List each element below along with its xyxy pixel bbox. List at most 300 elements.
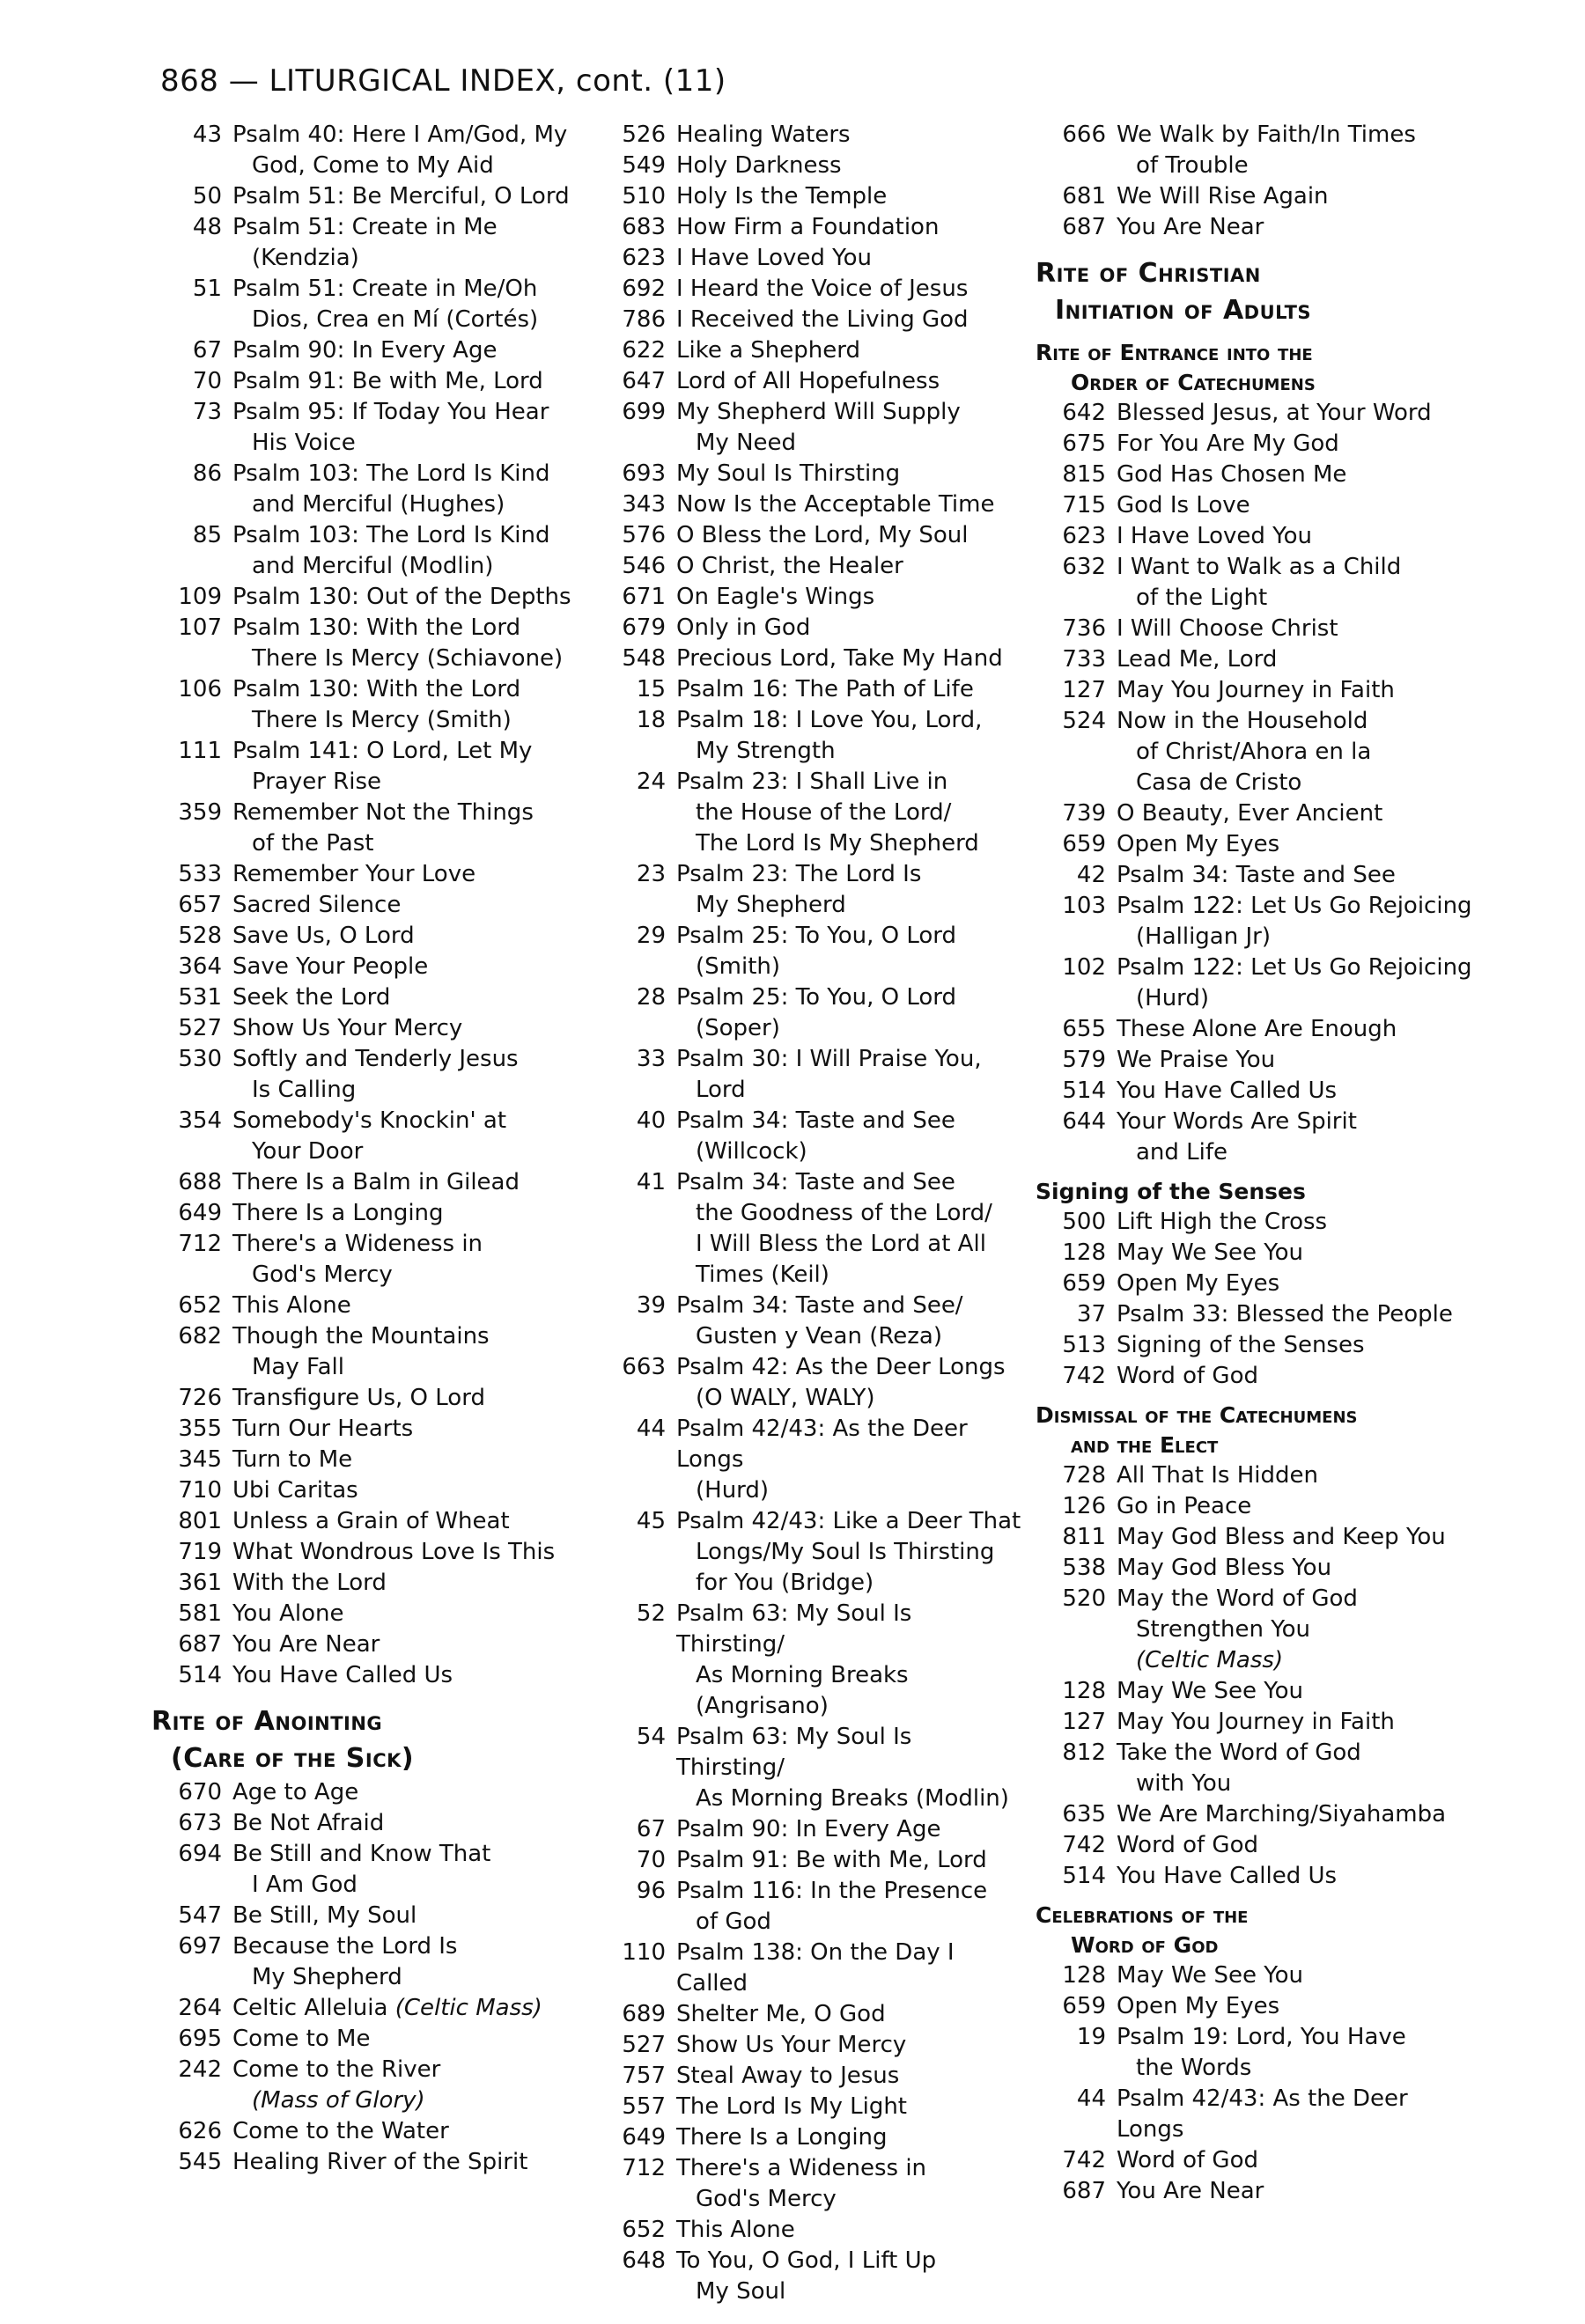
entry-title-text: His Voice [252, 430, 356, 456]
entry-title-line [676, 2276, 1027, 2307]
entry-title-line [1117, 1769, 1476, 1799]
entry-title-line [232, 1962, 592, 1993]
index-column-1 [151, 120, 592, 2178]
entry-title-line [1117, 429, 1476, 460]
entry-title [232, 1901, 592, 1931]
index-entry [151, 120, 592, 181]
entry-title [1117, 398, 1476, 429]
entry-title-text: Your Words Are Spirit [1117, 1108, 1357, 1135]
entry-title-text: There's a Wideness in [232, 1231, 483, 1257]
index-entry [151, 212, 592, 274]
entry-title-text: You Have Called Us [1117, 1863, 1338, 1889]
entry-title-text: God's Mercy [252, 1261, 393, 1288]
entry-title-line [232, 1993, 592, 2024]
entry-title-text: Psalm 90: In Every Age [676, 1816, 941, 1842]
entry-title-text: May You Journey in Faith [1117, 1709, 1395, 1735]
entry-number: 128 [1062, 1239, 1106, 1266]
index-entry [595, 335, 1027, 366]
entry-number: 742 [1062, 2147, 1106, 2173]
entry-title-text: (Halligan Jr) [1136, 923, 1271, 950]
entry-title-line [676, 551, 1027, 582]
entry-title-line [676, 520, 1027, 551]
entry-title-text: Prayer Rise [252, 769, 382, 795]
entry-title-text: Psalm 63: My Soul Is Thirsting/ [676, 1724, 912, 1781]
entry-number: 652 [178, 1292, 222, 1319]
entry-title [232, 1013, 592, 1044]
entry-title-text: Times (Keil) [696, 1261, 829, 1288]
entry-title-line [1117, 675, 1476, 706]
entry-title-line [232, 952, 592, 982]
entry-title-line [232, 551, 592, 582]
entry-title-line [676, 1876, 1027, 1907]
index-entry [595, 2215, 1027, 2246]
entry-title-line [676, 613, 1027, 644]
entry-title [1117, 120, 1476, 181]
entry-title [1117, 1991, 1476, 2022]
entry-title-line [232, 982, 592, 1013]
subsection-heading [1036, 1901, 1476, 1960]
entry-title [676, 2122, 1027, 2153]
entry-title-line [1117, 490, 1476, 521]
entry-title-text: Psalm 34: Taste and See/ [676, 1292, 963, 1319]
entry-title-line [1117, 151, 1476, 181]
entry-title-line [232, 1383, 592, 1414]
entry-title [232, 459, 592, 520]
entry-title-text: Lord [696, 1077, 746, 1103]
entry-title-line [1117, 1107, 1476, 1137]
entry-title-text: Psalm 40: Here I Am/God, My [232, 121, 568, 148]
index-column-2 [595, 120, 1027, 2307]
entry-title-text: Now Is the Acceptable Time [676, 491, 995, 518]
entry-title-text: Word of God [1117, 2147, 1258, 2173]
entry-number: 102 [1062, 954, 1106, 981]
entry-title-text: Be Still, My Soul [232, 1902, 417, 1929]
index-entry [595, 181, 1027, 212]
entry-title-line [676, 243, 1027, 274]
entry-title [232, 1839, 592, 1901]
entry-title-line [676, 2061, 1027, 2092]
entry-number: 546 [622, 553, 666, 579]
entry-title-line [676, 705, 1027, 736]
entry-title-line [232, 428, 592, 459]
entry-title-line [676, 2092, 1027, 2122]
index-entry [1036, 1991, 1476, 2022]
index-entry [1036, 212, 1476, 243]
index-entry [595, 1291, 1027, 1352]
entry-title-text: Open My Eyes [1117, 1270, 1280, 1297]
entry-title-line [676, 1291, 1027, 1321]
entry-number: 719 [178, 1539, 222, 1565]
entry-title-text: My Shepherd Will Supply [676, 399, 961, 425]
entry-title-line [676, 736, 1027, 767]
entry-title [676, 520, 1027, 551]
entry-title-text: Age to Age [232, 1779, 359, 1806]
entry-title-line [676, 1383, 1027, 1414]
entry-title [676, 1506, 1027, 1599]
entry-title-text: Psalm 42: As the Deer Longs [676, 1354, 1006, 1380]
entry-title-text: Psalm 42/43: As the Deer Longs [676, 1416, 968, 1473]
entry-title [232, 1167, 592, 1198]
entry-title-line [676, 305, 1027, 335]
index-entry [595, 1167, 1027, 1291]
entry-number: 695 [178, 2026, 222, 2052]
entry-title [1117, 1238, 1476, 1269]
index-entry [595, 2030, 1027, 2061]
entry-title-text: Your Door [252, 1138, 364, 1165]
entry-title [232, 674, 592, 736]
heading-line: Celebrations of the [1036, 1902, 1249, 1928]
index-entry [1036, 1361, 1476, 1392]
heading-line: Rite of Christian [1036, 258, 1261, 289]
entry-number: 103 [1062, 893, 1106, 919]
entry-title [676, 613, 1027, 644]
entry-title [676, 582, 1027, 613]
index-entry [151, 952, 592, 982]
index-entry [1036, 460, 1476, 490]
entry-title-text: May We See You [1117, 1678, 1304, 1704]
entry-title-text: Be Still and Know That [232, 1841, 491, 1867]
entry-title-text: Healing Waters [676, 121, 851, 148]
entry-number: 692 [622, 276, 666, 302]
entry-title-text: (Smith) [696, 953, 781, 980]
entry-title-text: Psalm 23: I Shall Live in [676, 769, 948, 795]
entry-title-text: May God Bless You [1117, 1555, 1332, 1581]
entry-title-line [1117, 2145, 1476, 2176]
entry-number: 659 [1062, 1270, 1106, 1297]
entry-title [676, 305, 1027, 335]
entry-number: 44 [636, 1416, 666, 1442]
entry-title-text: of the Past [252, 830, 374, 857]
index-entry [1036, 644, 1476, 675]
entry-title-line [1117, 1137, 1476, 1168]
entry-number: 44 [1076, 2085, 1106, 2112]
entry-title-text: Longs/My Soul Is Thirsting [696, 1539, 995, 1565]
entry-number: 538 [1062, 1555, 1106, 1581]
entry-title [1117, 860, 1476, 891]
index-entry [1036, 2084, 1476, 2145]
entry-title-line [232, 151, 592, 181]
entry-title-text: Show Us Your Mercy [676, 2032, 907, 2058]
index-entry [151, 1106, 592, 1167]
index-entry [595, 1814, 1027, 1845]
index-entry [151, 1839, 592, 1901]
entry-title [232, 397, 592, 459]
entry-number: 649 [622, 2124, 666, 2151]
entry-title-line [1117, 922, 1476, 952]
entry-title-text: Psalm 18: I Love You, Lord, [676, 707, 983, 733]
entry-title-line [676, 1722, 1027, 1783]
entry-title-line [1117, 983, 1476, 1014]
entry-number: 15 [636, 676, 666, 702]
index-entry [1036, 521, 1476, 552]
entry-title-text: I Received the Living God [676, 306, 969, 333]
entry-title-line [676, 1506, 1027, 1537]
entry-number: 514 [1062, 1077, 1106, 1104]
entry-number: 801 [178, 1508, 222, 1534]
entry-title-line [232, 1629, 592, 1660]
index-entry [595, 1938, 1027, 1999]
entry-title [232, 212, 592, 274]
entry-title-text: O Bless the Lord, My Soul [676, 522, 969, 548]
entry-title [232, 736, 592, 798]
entry-title-line [232, 2116, 592, 2147]
index-entry [1036, 490, 1476, 521]
section-heading [1036, 255, 1476, 329]
entry-title-text: Psalm 116: In the Presence [676, 1878, 988, 1904]
index-entry [595, 1044, 1027, 1106]
index-entry [595, 1106, 1027, 1167]
index-entry [151, 2147, 592, 2178]
entry-number: 671 [622, 584, 666, 610]
entry-title-text: Take the Word of God [1117, 1739, 1361, 1766]
entry-title-line [1117, 460, 1476, 490]
entry-title-text: Psalm 16: The Path of Life [676, 676, 974, 702]
index-entry [151, 1506, 592, 1537]
entry-title-text: What Wondrous Love Is This [232, 1539, 556, 1565]
entry-title-text: You Are Near [232, 1631, 380, 1658]
entry-title-text: (O WALY, WALY) [696, 1385, 875, 1411]
heading-line: (Care of the Sick) [171, 1743, 415, 1774]
entry-title-text: Holy Darkness [676, 152, 842, 179]
index-entry [1036, 1799, 1476, 1830]
entry-title-text: Unless a Grain of Wheat [232, 1508, 510, 1534]
entry-title-line [676, 1599, 1027, 1660]
entry-title [1117, 1460, 1476, 1491]
entry-title [1117, 829, 1476, 860]
entry-title-text: I Will Choose Christ [1117, 615, 1338, 642]
entry-number: 659 [1062, 831, 1106, 857]
entry-number: 109 [178, 584, 222, 610]
entry-title-text: For You Are My God [1117, 430, 1339, 457]
index-entry [595, 582, 1027, 613]
entry-title-line [676, 1321, 1027, 1352]
entry-title-text: Lead Me, Lord [1117, 646, 1278, 673]
entry-title-line [676, 397, 1027, 428]
entry-title-text: Strengthen You [1136, 1616, 1311, 1643]
entry-title-line [676, 582, 1027, 613]
entry-title [1117, 429, 1476, 460]
entry-title-text: Psalm 34: Taste and See [676, 1107, 955, 1134]
entry-number: 736 [1062, 615, 1106, 642]
entry-title-text: Casa de Cristo [1136, 769, 1302, 796]
entry-title-line [676, 1660, 1027, 1691]
entry-number: 96 [636, 1878, 666, 1904]
entry-title-text: You Have Called Us [1117, 1077, 1338, 1104]
entry-number: 663 [622, 1354, 666, 1380]
entry-number: 500 [1062, 1209, 1106, 1235]
index-entry [595, 644, 1027, 674]
entry-title-line [676, 1106, 1027, 1136]
index-entry [151, 859, 592, 890]
entry-title [232, 1291, 592, 1321]
heading-line: and the Elect [1071, 1432, 1219, 1458]
entry-title-line [676, 1537, 1027, 1568]
entry-title-line [232, 1291, 592, 1321]
entry-title-line [232, 520, 592, 551]
entry-title-line [232, 1352, 592, 1383]
entry-number: 50 [192, 183, 222, 210]
entry-title-line [232, 1537, 592, 1568]
entry-title [1117, 1676, 1476, 1707]
entry-title-line [232, 828, 592, 859]
entry-title-text: Save Your People [232, 953, 429, 980]
entry-title-line [232, 1660, 592, 1691]
entry-title-line [676, 1783, 1027, 1814]
index-entry [1036, 829, 1476, 860]
entry-number: 576 [622, 522, 666, 548]
entry-title-line [232, 1106, 592, 1136]
entry-title-text: My Soul [696, 2278, 786, 2305]
entry-title [1117, 1014, 1476, 1045]
entry-title-text: God Has Chosen Me [1117, 461, 1347, 488]
entry-title-line [1117, 1491, 1476, 1522]
entry-title-text: On Eagle's Wings [676, 584, 875, 610]
entry-number: 526 [622, 121, 666, 148]
entry-number: 355 [178, 1416, 222, 1442]
entry-title-text: Somebody's Knockin' at [232, 1107, 507, 1134]
entry-title [1117, 1738, 1476, 1799]
entry-title-line [232, 1044, 592, 1075]
entry-title-text: I Will Bless the Lord at All [696, 1231, 986, 1257]
entry-number: 675 [1062, 430, 1106, 457]
entry-title-line [232, 705, 592, 736]
entry-title-text: My Shepherd [696, 892, 846, 918]
entry-title [1117, 1584, 1476, 1676]
entry-title [676, 212, 1027, 243]
entry-title-line [676, 1260, 1027, 1291]
entry-number: 623 [622, 245, 666, 271]
entry-number: 43 [192, 121, 222, 148]
subsection-heading [1036, 338, 1476, 398]
entry-number: 354 [178, 1107, 222, 1134]
entry-title [676, 1999, 1027, 2030]
entry-number: 242 [178, 2056, 222, 2083]
entry-title-line [1117, 798, 1476, 829]
entry-title-text: Because the Lord Is [232, 1933, 458, 1960]
entry-title [1117, 1045, 1476, 1076]
entry-title-line [1117, 2084, 1476, 2145]
index-entry [595, 2122, 1027, 2153]
index-entry [1036, 181, 1476, 212]
entry-number: 548 [622, 645, 666, 672]
entry-title-line [676, 952, 1027, 982]
entry-number: 33 [636, 1046, 666, 1072]
index-entry [1036, 1107, 1476, 1168]
entry-number: 733 [1062, 646, 1106, 673]
index-entry [1036, 1491, 1476, 1522]
index-entry [1036, 1676, 1476, 1707]
entry-title-text: All That Is Hidden [1117, 1462, 1318, 1489]
entry-title [676, 2092, 1027, 2122]
index-entry [1036, 1238, 1476, 1269]
index-entry [151, 1167, 592, 1198]
entry-title-text: (Kendzia) [252, 245, 359, 271]
entry-number: 786 [622, 306, 666, 333]
heading-line: Word of God [1071, 1932, 1219, 1958]
entry-title-line [676, 2153, 1027, 2184]
entry-title-text: Psalm 25: To You, O Lord [676, 984, 957, 1011]
entry-title-line [232, 243, 592, 274]
entry-title-line [676, 1568, 1027, 1599]
entry-number: 728 [1062, 1462, 1106, 1489]
entry-title-text: We Will Rise Again [1117, 183, 1329, 210]
entry-title-line [676, 2184, 1027, 2215]
entry-title-line [676, 1907, 1027, 1938]
entry-title [232, 1777, 592, 1808]
entry-title [676, 2153, 1027, 2215]
entry-title [232, 1808, 592, 1839]
index-entry [1036, 552, 1476, 614]
entry-title-text: Show Us Your Mercy [232, 1015, 463, 1041]
entry-title [232, 1599, 592, 1629]
entry-number: 811 [1062, 1524, 1106, 1550]
entry-title-line [676, 1845, 1027, 1876]
entry-title-line [1117, 1522, 1476, 1553]
entry-title [232, 582, 592, 613]
entry-number: 581 [178, 1600, 222, 1627]
entry-title-line [676, 1691, 1027, 1722]
entry-title [676, 1876, 1027, 1938]
entry-title-line [232, 459, 592, 489]
heading-line: Signing of the Senses [1036, 1179, 1306, 1204]
index-entry [151, 2055, 592, 2116]
entry-title-line [232, 1599, 592, 1629]
entry-title-line [676, 459, 1027, 489]
index-entry [595, 151, 1027, 181]
entry-title-text: I Am God [252, 1872, 358, 1898]
index-entry [151, 520, 592, 582]
entry-title-text: of God [696, 1908, 771, 1935]
index-entry [595, 551, 1027, 582]
index-entry [1036, 1330, 1476, 1361]
entry-title [1117, 1299, 1476, 1330]
index-entry [151, 1321, 592, 1383]
entry-title-text: My Strength [696, 738, 836, 764]
entry-title-line [676, 1198, 1027, 1229]
entry-title-line [232, 366, 592, 397]
entry-title [232, 1321, 592, 1383]
index-entry [151, 1777, 592, 1808]
entry-title-text: Celtic Alleluia [232, 1995, 388, 2021]
index-entry [595, 2061, 1027, 2092]
index-entry [151, 1931, 592, 1993]
entry-title-text: Psalm 130: With the Lord [232, 614, 521, 641]
entry-title [232, 2024, 592, 2055]
entry-number: 40 [636, 1107, 666, 1134]
entry-title [676, 1845, 1027, 1876]
entry-title [232, 859, 592, 890]
entry-number: 19 [1076, 2024, 1106, 2050]
entry-title-text: The Lord Is My Shepherd [696, 830, 979, 857]
entry-title [1117, 1960, 1476, 1991]
entry-title-line [676, 1013, 1027, 1044]
entry-title-text: Come to the River [232, 2056, 441, 2083]
index-entry [151, 613, 592, 674]
entry-title-line [232, 335, 592, 366]
entry-title-line [1117, 829, 1476, 860]
entry-title-line [1117, 1830, 1476, 1861]
entry-title-text: Healing River of the Spirit [232, 2149, 528, 2175]
entry-number: 742 [1062, 1832, 1106, 1858]
entry-title-text: Psalm 122: Let Us Go Rejoicing [1117, 954, 1472, 981]
entry-title-line [1117, 1269, 1476, 1299]
entry-title-text: May We See You [1117, 1962, 1304, 1989]
entry-title-text: Psalm 122: Let Us Go Rejoicing [1117, 893, 1472, 919]
entry-number: 557 [622, 2093, 666, 2120]
entry-title-text: Word of God [1117, 1363, 1258, 1389]
entry-title-text: As Morning Breaks (Modlin) [696, 1785, 1009, 1812]
entry-title [232, 1537, 592, 1568]
